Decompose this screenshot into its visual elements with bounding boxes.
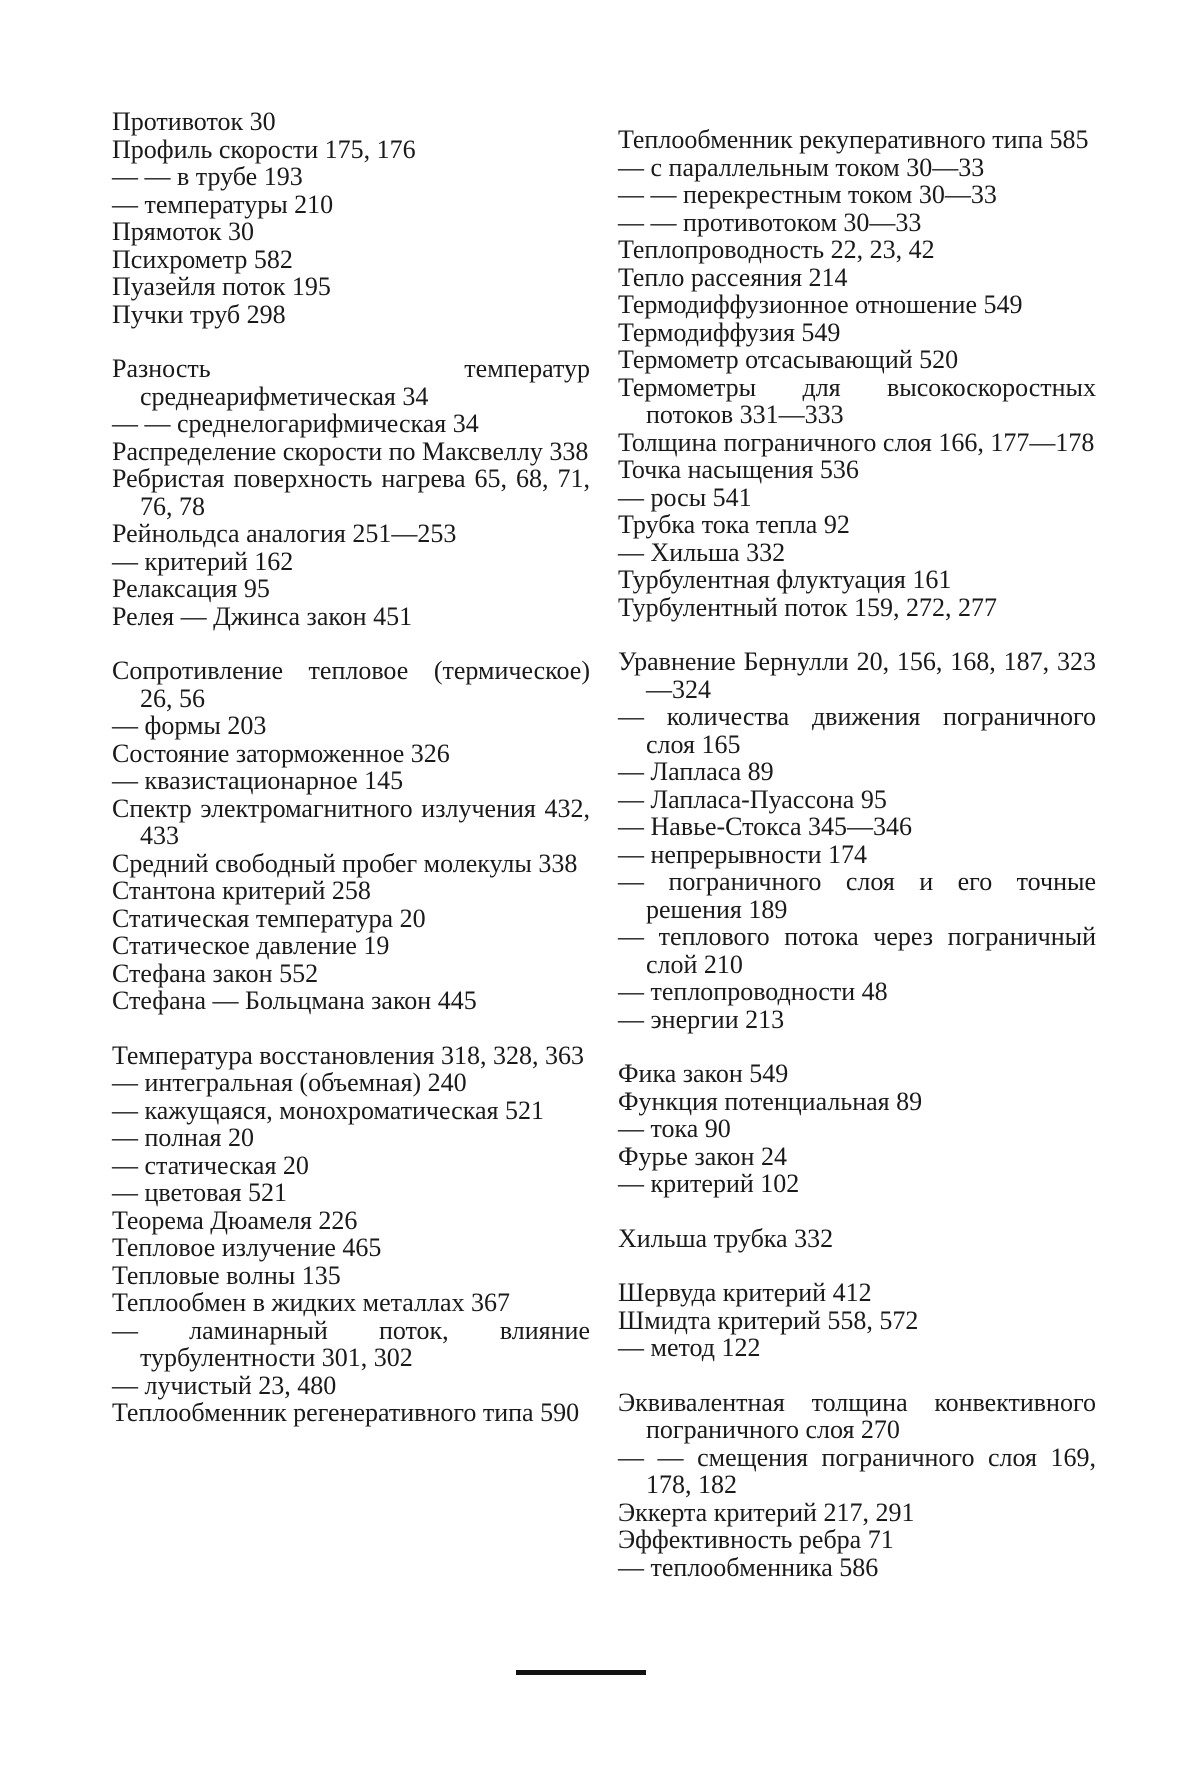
index-entry: Противоток 30 <box>112 107 276 136</box>
index-entry: Распределение скорости по Максвеллу 338 <box>112 436 589 466</box>
index-entry: — теплопроводности 48 <box>618 977 888 1006</box>
index-entry: Статическое давление 19 <box>112 931 390 960</box>
index-entry: Хильша трубка 332 <box>618 1223 834 1253</box>
index-entry: Эккерта критерий 217, 291 <box>618 1497 915 1527</box>
index-entry: Турбулентный поток 159, 272, 277 <box>618 592 997 622</box>
index-entry: — теплового потока через пограничный слой 210 <box>618 922 1096 979</box>
index-entry: — Лапласа-Пуассона 95 <box>618 784 887 814</box>
index-entry: Рейнольдса аналогия 251—253 <box>112 519 457 548</box>
index-entry: Теплопроводность 22, 23, 42 <box>618 235 935 264</box>
index-entry: — теплообменника 586 <box>618 1552 879 1582</box>
index-entry: — формы 203 <box>112 711 267 740</box>
index-entry: Термодиффузия 549 <box>618 317 841 347</box>
end-rule <box>516 1670 646 1675</box>
index-entry: — ламинарный поток, влияние турбулентности 301, 302 <box>112 1315 590 1372</box>
index-entry: Тепловое излучение 465 <box>112 1233 382 1262</box>
index-entry: — непрерывности 174 <box>618 839 868 869</box>
index-entry: Пуазейля поток 195 <box>112 272 331 301</box>
index-entry: Тепловые волны 135 <box>112 1260 341 1290</box>
index-entry: — — в трубе 193 <box>112 162 303 191</box>
index-column-left <box>112 108 590 1427</box>
index-entry: — пограничного слоя и его точные решения 189 <box>618 867 1096 924</box>
index-entry: Статическая температура 20 <box>112 903 426 933</box>
index-entry: Психрометр 582 <box>112 244 293 274</box>
index-entry: Эффективность ребра 71 <box>618 1525 894 1554</box>
index-entry: — полная 20 <box>112 1123 254 1152</box>
index-entry: — критерий 162 <box>112 546 294 576</box>
index-entry: Фурье закон 24 <box>618 1141 787 1171</box>
index-entry: — с параллельным током 30—33 <box>618 152 985 182</box>
index-entry: Эквивалентная толщина конвективного пограничного слоя 270 <box>618 1387 1096 1444</box>
index-entry: — Хильша 332 <box>618 537 786 567</box>
index-entry: Релаксация 95 <box>112 574 270 603</box>
index-entry: Теплообмен в жидких металлах 367 <box>112 1288 511 1317</box>
index-entry: Теплообменник рекуперативного типа 585 <box>618 125 1089 154</box>
index-entry: Шмидта критерий 558, 572 <box>618 1305 919 1335</box>
index-entry: — статическая 20 <box>112 1150 309 1180</box>
index-entry: Стефана закон 552 <box>112 958 319 988</box>
index-entry: Термодиффузионное отношение 549 <box>618 290 1023 319</box>
index-entry: Состояние заторможенное 326 <box>112 738 450 768</box>
index-entry: Точка насыщения 536 <box>618 455 859 484</box>
index-entry: Тепло рассеяния 214 <box>618 262 848 292</box>
index-entry: Термометр отсасывающий 520 <box>618 345 959 374</box>
index-entry: — метод 122 <box>618 1333 761 1362</box>
index-entry: Температура восстановления 318, 328, 363 <box>112 1040 584 1070</box>
index-entry: — энергии 213 <box>618 1004 785 1034</box>
index-entry: Стефана — Больцмана закон 445 <box>112 986 477 1015</box>
index-entry: Релея — Джинса закон 451 <box>112 601 413 631</box>
index-entry: Функция потенциальная 89 <box>618 1086 923 1116</box>
index-entry: Трубка тока тепла 92 <box>618 510 850 539</box>
index-entry: — — среднелогарифмическая 34 <box>112 409 479 438</box>
index-entry: Сопротивление тепловое (термическое) 26, 56 <box>112 656 590 713</box>
index-entry: Спектр электромагнитного излучения 432, 433 <box>112 793 590 850</box>
index-entry: — росы 541 <box>618 482 752 512</box>
index-entry: — критерий 102 <box>618 1169 800 1198</box>
index-entry: — — противотоком 30—33 <box>618 207 922 237</box>
index-entry: Прямоток 30 <box>112 217 254 246</box>
index-entry: — количества движения пограничного слоя 165 <box>618 702 1096 759</box>
index-entry: — кажущаяся, монохроматическая 521 <box>112 1095 544 1125</box>
index-entry: — — смещения пограничного слоя 169, 178, 182 <box>618 1442 1096 1499</box>
index-entry: Средний свободный пробег молекулы 338 <box>112 848 578 878</box>
index-entry: — квазистационарное 145 <box>112 766 404 795</box>
index-entry: Теплообменник регенеративного типа 590 <box>112 1398 580 1427</box>
index-entry: Теорема Дюамеля 226 <box>112 1205 358 1235</box>
index-entry: Толщина пограничного слоя 166, 177—178 <box>618 427 1095 457</box>
index-entry: Пучки труб 298 <box>112 299 286 329</box>
index-entry: Ребристая поверхность нагрева 65, 68, 71, 76, 78 <box>112 464 590 521</box>
index-entry: — цветовая 521 <box>112 1178 288 1207</box>
index-entry: — Лапласа 89 <box>618 757 774 786</box>
index-column-right <box>618 126 1096 1581</box>
index-entry: — — перекрестным током 30—33 <box>618 180 997 209</box>
index-entry: Термометры для высокоскоростных потоков 331—333 <box>618 372 1096 429</box>
index-entry: Стантона критерий 258 <box>112 876 371 905</box>
index-entry: Шервуда критерий 412 <box>618 1278 872 1307</box>
index-entry: — тока 90 <box>618 1114 731 1143</box>
index-entry: — интегральная (объемная) 240 <box>112 1068 467 1097</box>
index-entry: Разность температур среднеарифметическая 34 <box>112 354 590 411</box>
index-entry: Уравнение Бернулли 20, 156, 168, 187, 323—324 <box>618 647 1096 704</box>
index-entry: Профиль скорости 175, 176 <box>112 134 416 164</box>
index-entry: Фика закон 549 <box>618 1059 789 1088</box>
index-entry: — температуры 210 <box>112 189 334 219</box>
index-entry: — лучистый 23, 480 <box>112 1370 337 1400</box>
index-entry: — Навье-Стокса 345—346 <box>618 812 913 841</box>
index-entry: Турбулентная флуктуация 161 <box>618 565 952 594</box>
